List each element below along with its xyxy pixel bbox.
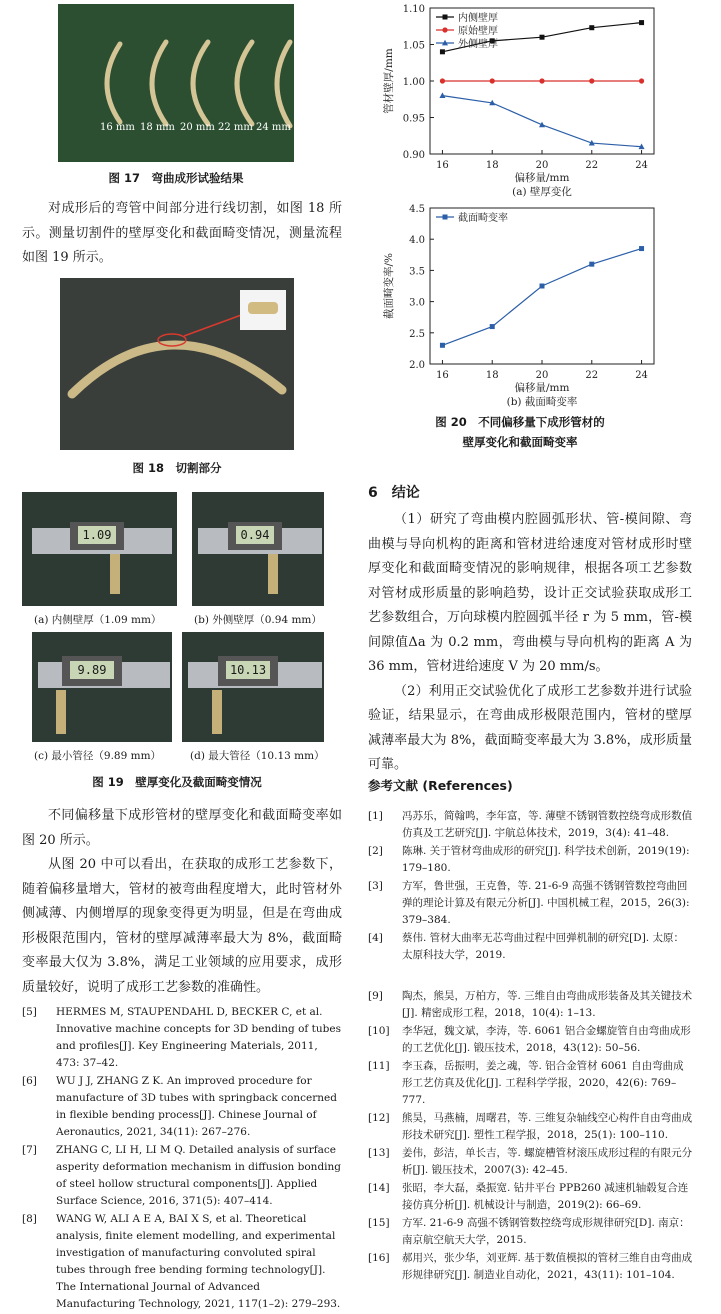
fig19b-label: (b) 外侧壁厚（0.94 mm） (194, 614, 322, 626)
y-tick-label: 2.5 (409, 328, 425, 340)
fig20-caption-line2: 壁厚变化和截面畸变率 (462, 435, 578, 449)
legend-label: 内侧壁厚 (458, 13, 498, 24)
reference-item (368, 843, 694, 877)
reference-text: 张昭，李大磊，桑振宽. 钻井平台 PPB260 减速机轴毂复合连接仿真分析[J]. 机械设计与制造，2019(2): 66–69. (402, 1182, 689, 1211)
paragraph-fig18-intro (22, 197, 342, 271)
reference-item (22, 1142, 342, 1210)
reference-item (368, 988, 694, 1022)
series-line (442, 249, 641, 346)
fig17-label-18: 18 mm (140, 122, 175, 133)
reference-text: 郝用兴，张少华，刘亚辉. 基于数值模拟的管材三维自由弯曲成形规律研究[J]. 制造业自动化，2021，43(11): 101–104. (402, 1252, 693, 1281)
reference-number: [3] (368, 880, 383, 892)
y-tick-label: 4.5 (409, 204, 425, 215)
chart-title: (b) 截面畸变率 (506, 396, 578, 408)
x-tick-label: 24 (635, 370, 648, 381)
fig19d-reading: 10.13 (226, 661, 270, 679)
reference-number: [6] (22, 1075, 37, 1087)
y-tick-label: 4.0 (409, 235, 425, 247)
reference-item (368, 1023, 694, 1057)
legend-label: 截面畸变率 (458, 213, 508, 224)
conclusion-paragraph-2: （2）利用正交试验优化了成形工艺参数并进行试验验证，结果显示，在弯曲成形极限范围内，管材的壁厚减薄率最大为 8%，截面畸变率最大为 3.8%，成形质量可靠。 (368, 683, 692, 772)
paragraph-text: 不同偏移量下成形管材的壁厚变化和截面畸变率如图 20 所示。 (22, 808, 342, 848)
fig19b-photo (192, 492, 324, 606)
data-point (490, 324, 495, 329)
reference-item (368, 1110, 694, 1144)
reference-item (368, 1145, 694, 1179)
x-tick-label: 16 (436, 370, 449, 381)
fig19-caption: 图 19 壁厚变化及截面畸变情况 (92, 775, 262, 789)
reference-number: [14] (368, 1182, 390, 1194)
legend-label: 外侧壁厚 (458, 39, 498, 50)
reference-number: [1] (368, 810, 383, 822)
fig17-label-20: 20 mm (180, 122, 215, 133)
legend-marker (443, 215, 448, 220)
data-point (540, 284, 545, 289)
x-tick-label: 16 (436, 160, 449, 171)
reference-text: 李华冠，魏文斌，李涛，等. 6061 铝合金螺旋管自由弯曲成形的工艺优化[J]. 锻压技术，2018，43(12): 50–56. (402, 1025, 691, 1054)
reference-text: WANG W, ALI A E A, BAI X S, et al. Theoretical analysis, finite element modelling, and experimental investigation of manufacturing convoluted spiral tubes through free bending forming technology[J]. The International Journal of Advanced Manufacturing Technology, 2021, 117(1–2): 279–293. (56, 1213, 341, 1310)
y-tick-label: 1.10 (402, 4, 425, 15)
x-tick-label: 22 (585, 370, 599, 381)
references-list-right-top (368, 808, 694, 965)
data-point (439, 92, 445, 98)
paragraph-text: 对成形后的弯管中间部分进行线切割，如图 18 所示。测量切割件的壁厚变化和截面畸变情况，测量流程如图 19 所示。 (22, 201, 342, 265)
section-title-conclusion: 6 结论 (368, 485, 420, 501)
legend-label: 原始壁厚 (458, 26, 498, 37)
reference-number: [16] (368, 1252, 390, 1264)
reference-text: WU J J, ZHANG Z K. An improved procedure for manufacture of 3D tubes with springback concerned in flexible bending process[J]. Chinese Journal of Aeronautics, 2021, 34(11): 267–276. (56, 1075, 337, 1138)
fig18-photo (60, 278, 294, 450)
conclusion-body (368, 508, 692, 778)
data-point (440, 343, 445, 348)
reference-text: 陶杰，熊昊，万柏方，等. 三维自由弯曲成形装备及其关键技术[J]. 精密成形工程，2018，10(4): 1–13. (402, 990, 693, 1019)
fig19d-label: (d) 最大管径（10.13 mm） (190, 750, 325, 762)
reference-item (22, 1073, 342, 1141)
data-point (440, 78, 445, 83)
x-axis-label: 偏移量/mm (514, 172, 570, 184)
reference-number: [9] (368, 990, 383, 1002)
fig19b-reading: 0.94 (236, 526, 274, 544)
reference-text: 蔡伟. 管材大曲率无芯弯曲过程中回弹机制的研究[D]. 太原：太原科技大学，2019. (402, 932, 684, 961)
reference-text: 陈琳. 关于管材弯曲成形的研究[J]. 科学技术创新，2019(19): 179–180. (402, 845, 690, 874)
fig18-tube-graphic (60, 278, 294, 450)
fig19a-photo (22, 492, 177, 606)
y-axis-label: 截面畸变率/% (383, 252, 395, 320)
y-tick-label: 0.90 (402, 150, 425, 161)
fig20-caption-line1: 图 20 不同偏移量下成形管材的 (435, 415, 605, 429)
x-tick-label: 18 (485, 370, 499, 381)
data-point (589, 262, 594, 267)
fig17-label-22: 22 mm (218, 122, 253, 133)
y-tick-label: 1.00 (402, 77, 425, 88)
fig17-label-24: 24 mm (256, 122, 291, 133)
fig18-caption: 图 18 切割部分 (132, 461, 222, 475)
fig17-photo (58, 4, 294, 162)
fig19c-photo (32, 632, 172, 742)
data-point (639, 20, 644, 25)
reference-text: HERMES M, STAUPENDAHL D, BECKER C, et al. Innovative machine concepts for 3D bending of tubes and profiles[J]. Key Engineering Materials, 2011, 473: 37–42. (56, 1006, 341, 1069)
paragraph-text: 从图 20 中可以看出，在获取的成形工艺参数下，随着偏移量增大，管材的被弯曲程度增大，此时管材外侧减薄、内侧增厚的现象变得更为明显，但是在弯曲成形极限范围内，管材的壁厚减薄率最大为 8%，截面畸变率最大仅为 3.8%，满足工业领域的应用要求，成形质量较好，说明了成形工艺参数的准确性。 (22, 857, 342, 995)
fig19d-photo (182, 632, 324, 742)
references-heading: 参考文献 (References) (368, 778, 513, 793)
y-tick-label: 0.95 (402, 113, 425, 125)
reference-number: [15] (368, 1217, 390, 1229)
reference-item (368, 930, 694, 964)
references-list-right-bottom (368, 988, 694, 1285)
fig17-label-16: 16 mm (100, 122, 135, 133)
reference-text: 李玉森，岳振明，姜之魂，等. 铝合金管材 6061 自由弯曲成形工艺仿真及优化[J]. 工程科学学报，2020，42(6): 769–777. (402, 1060, 684, 1106)
y-axis-label: 管材壁厚/mm (383, 48, 395, 114)
reference-text: 姜伟，彭洁，单长吉，等. 螺旋槽管材滚压成形过程的有限元分析[J]. 锻压技术，2007(3): 42–45. (402, 1147, 693, 1176)
y-tick-label: 2.0 (409, 360, 425, 371)
paragraph-fig20-discussion (22, 804, 342, 1000)
reference-text: 方军. 21-6-9 高强不锈钢管数控绕弯成形规律研究[D]. 南京：南京航空航天大学，2015. (402, 1217, 690, 1246)
series-line (442, 96, 641, 147)
reference-text: ZHANG C, LI H, LI M Q. Detailed analysis of surface asperity deformation mechanism in diffusion bonding of steel hollow structural components[J]. Applied Surface Science, 2016, 371(5): 407–414. (56, 1144, 342, 1207)
reference-number: [11] (368, 1060, 390, 1072)
reference-number: [12] (368, 1112, 390, 1124)
x-tick-label: 24 (635, 160, 648, 171)
y-tick-label: 3.0 (409, 297, 425, 309)
data-point (589, 25, 594, 30)
conclusion-paragraph-1: （1）研究了弯曲模内腔圆弧形状、管-模间隙、弯曲模与导向机构的距离和管材进给速度对管材成形时壁厚变化和截面畸变情况的影响规律，根据各项工艺参数对管材成形质量的影响趋势，设计正交试验获取成形工艺参数组合，万向球模内腔圆弧半径 r 为 5 mm，管-模间隙值Δa 为 0.2 mm，弯曲模与导向机构的距离 A 为 36 mm，管材进给速度 V 为 20 mm/s。 (368, 512, 692, 674)
reference-item (368, 1215, 694, 1249)
fig20a-chart (378, 0, 678, 200)
fig17-tubes-graphic (58, 4, 294, 162)
x-tick-label: 20 (535, 370, 549, 381)
reference-number: [13] (368, 1147, 390, 1159)
reference-text: 冯苏乐，简翰鸣，李年富，等. 薄壁不锈钢管数控绕弯成形数值仿真及工艺研究[J]. 宇航总体技术，2019，3(4): 41–48. (402, 810, 693, 839)
fig19c-label: (c) 最小管径（9.89 mm） (34, 750, 162, 762)
reference-item (368, 808, 694, 842)
reference-item (368, 1180, 694, 1214)
reference-number: [7] (22, 1144, 37, 1156)
reference-number: [8] (22, 1213, 37, 1225)
fig19a-label: (a) 内侧壁厚（1.09 mm） (34, 614, 162, 626)
reference-text: 方军，鲁世强，王克鲁，等. 21-6-9 高强不锈钢管数控弯曲回弹的理论计算及有限元分析[J]. 中国机械工程，2015，26(3): 379–384. (402, 880, 690, 926)
reference-item (22, 1211, 342, 1313)
reference-text: 熊昊，马燕楠，周曙君，等. 三维复杂轴线空心构件自由弯曲成形技术研究[J]. 塑性工程学报，2018，25(1): 100–110. (402, 1112, 693, 1141)
x-tick-label: 20 (535, 160, 549, 171)
y-tick-label: 1.05 (402, 40, 425, 52)
data-point (639, 78, 644, 83)
data-point (440, 49, 445, 54)
x-axis-label: 偏移量/mm (514, 382, 570, 394)
fig17-caption: 图 17 弯曲成形试验结果 (108, 171, 244, 185)
legend-marker (443, 15, 448, 20)
data-point (540, 35, 545, 40)
reference-item (368, 1058, 694, 1109)
reference-number: [5] (22, 1006, 37, 1018)
reference-item (22, 1004, 342, 1072)
fig19c-reading: 9.89 (70, 661, 114, 679)
x-tick-label: 18 (485, 160, 499, 171)
fig19a-reading: 1.09 (78, 526, 116, 544)
legend-marker (442, 27, 447, 32)
x-tick-label: 22 (585, 160, 599, 171)
reference-number: [2] (368, 845, 383, 857)
chart-title: (a) 壁厚变化 (512, 186, 572, 198)
data-point (589, 78, 594, 83)
fig20b-chart (378, 200, 678, 410)
reference-number: [4] (368, 932, 383, 944)
data-point (639, 246, 644, 251)
reference-item (368, 1250, 694, 1284)
data-point (539, 78, 544, 83)
reference-item (368, 878, 694, 929)
reference-number: [10] (368, 1025, 390, 1037)
references-list-left (22, 1004, 342, 1314)
data-point (490, 78, 495, 83)
y-tick-label: 3.5 (409, 266, 425, 278)
